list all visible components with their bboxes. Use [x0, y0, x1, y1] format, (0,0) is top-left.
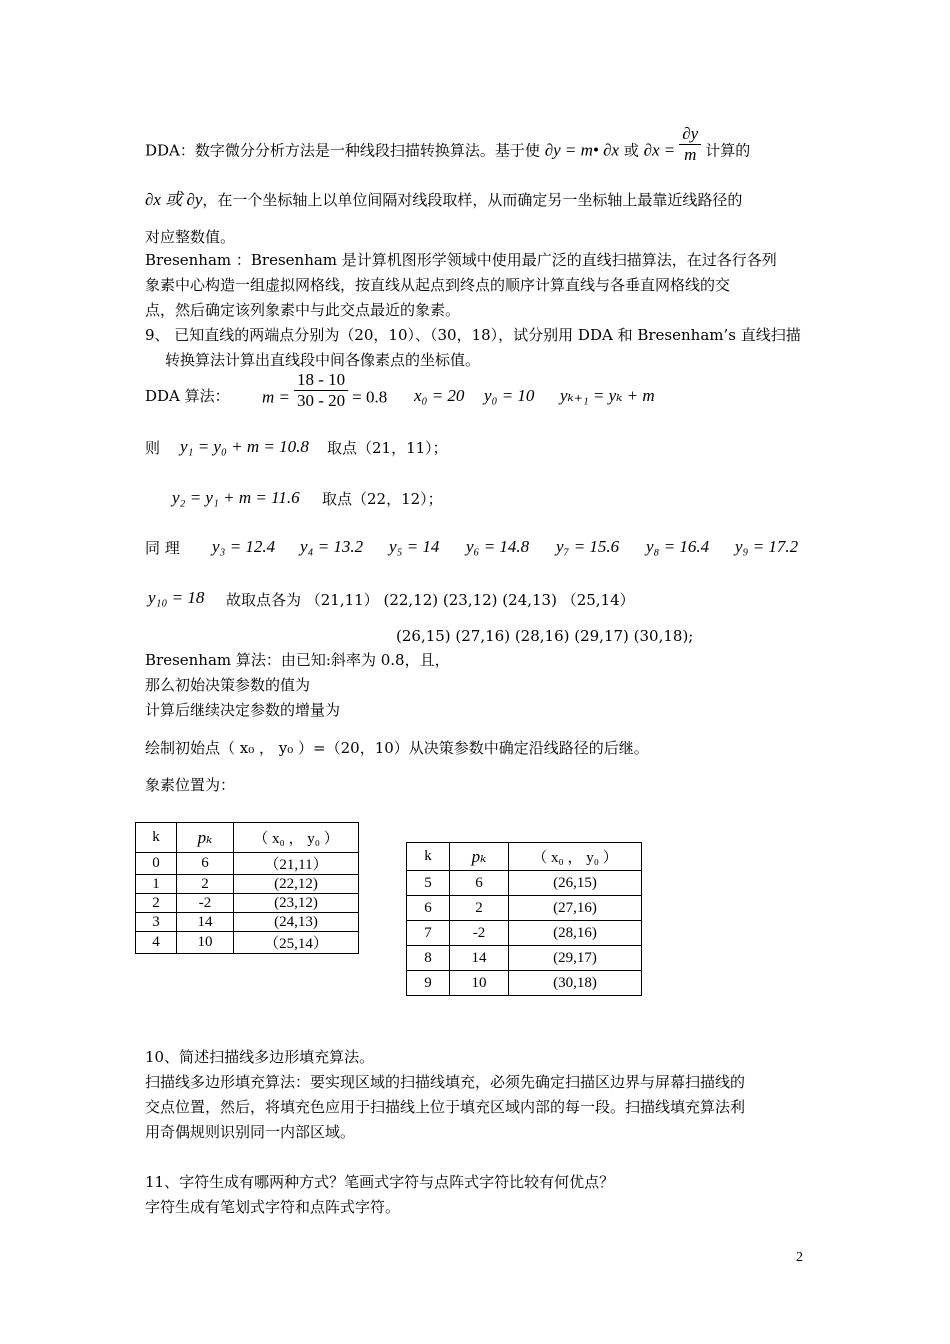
- bres-calc-line3: 计算后继续决定参数的增量为: [145, 701, 341, 719]
- q9-line1: 9、 已知直线的两端点分别为（20，10）、（30，18），试分别用 DDA 和 Bresenham’s 直线扫描: [145, 326, 801, 344]
- table-header-row: k pₖ （ x₀ ， y₀ ）: [136, 823, 359, 853]
- bres-calc-line5: 象素位置为：: [145, 776, 236, 794]
- dda-y6: y₆ = 14.8: [466, 537, 530, 556]
- q11-title: 11、字符生成有哪两种方式？笔画式字符与点阵式字符比较有何优点？: [145, 1173, 615, 1191]
- dda-y3: y₃ = 12.4: [212, 537, 276, 556]
- pixel-table-1: [135, 822, 359, 954]
- dda-calc-label: DDA 算法：: [145, 387, 230, 405]
- dda-y4: y₄ = 13.2: [300, 537, 364, 556]
- dda-points-line2: (26,15) (27,16) (28,16) (29,17) (30,18);: [396, 627, 694, 645]
- dda-y10: y₁₀ = 18: [148, 588, 205, 607]
- dda-definition-line2: ∂x 或 ∂y，在一个坐标轴上以单位间隔对线段取样，从而确定另一坐标轴上最靠近线路径的: [145, 190, 743, 209]
- dda-y2-point: 取点（22，12）；: [322, 490, 443, 508]
- table-row: 8 14 (29,17): [407, 946, 642, 971]
- dda-y2-eq: y₂ = y₁ + m = 11.6: [172, 488, 300, 507]
- bres-calc-line1: Bresenham 算法：由已知:斜率为 0.8，且，: [145, 651, 450, 669]
- dda-recurrence: yₖ₊₁ = yₖ + m: [560, 386, 655, 405]
- bresenham-definition-line1: Bresenham ：Bresenham 是计算机图形学领域中使用最广泛的直线扫描算法，在过各行各列: [145, 251, 777, 269]
- q9-line2: 转换算法计算出直线段中间各像素点的坐标值。: [165, 351, 481, 369]
- q11-line1: 字符生成有笔划式字符和点阵式字符。: [145, 1198, 401, 1216]
- table-row: 0 6 （21,11）: [136, 853, 359, 875]
- dda-eq1: ∂y = m• ∂x: [544, 140, 620, 160]
- dda-y7: y₇ = 15.6: [556, 537, 620, 556]
- dda-slope-formula: m = $\frac{18 - 10}{30 - 20}$ = 0.8: [262, 370, 388, 410]
- table-row: 5 6 (26,15): [407, 871, 642, 896]
- dda-y1-eq: y₁ = y₀ + m = 10.8: [180, 437, 309, 456]
- table-row: 6 2 (27,16): [407, 896, 642, 921]
- q10-title: 10、简述扫描线多边形填充算法。: [145, 1048, 375, 1066]
- q10-line3: 用奇偶规则识别同一内部区域。: [145, 1123, 356, 1141]
- dda-definition: DDA：数字微分分析方法是一种线段扫描转换算法。基于使 ∂y = m• ∂x 或 ∂x = $\frac{\partial y}{m}$ 计算的: [145, 124, 751, 164]
- bresenham-definition-line3: 点，然后确定该列象素中与此交点最近的象素。: [145, 301, 461, 319]
- table-row: 9 10 (30,18): [407, 971, 642, 996]
- dda-y1-point: 取点（21，11）；: [327, 439, 448, 457]
- dda-y9: y₉ = 17.2: [735, 537, 799, 556]
- page-number: 2: [796, 1250, 803, 1265]
- q10-line1: 扫描线多边形填充算法：要实现区域的扫描线填充，必须先确定扫描区边界与屏幕扫描线的: [145, 1073, 746, 1091]
- table-row: 2 -2 (23,12): [136, 894, 359, 913]
- table-header-row: k pₖ （ x₀ ， y₀ ）: [407, 843, 642, 871]
- dda-y8: y₈ = 16.4: [646, 537, 710, 556]
- table-row: 1 2 (22,12): [136, 875, 359, 894]
- dda-same: 同 理: [145, 539, 180, 557]
- dda-definition-line3: 对应整数值。: [145, 228, 236, 246]
- bresenham-definition-line2: 象素中心构造一组虚拟网格线，按直线从起点到终点的顺序计算直线与各垂直网格线的交: [145, 276, 731, 294]
- dda-then: 则: [145, 439, 161, 457]
- bres-calc-line4: 绘制初始点（ x₀ ， y₀ ）=（20，10）从决策参数中确定沿线路径的后继。: [145, 739, 649, 757]
- table-row: 7 -2 (28,16): [407, 921, 642, 946]
- dda-y0: y₀ = 10: [484, 386, 535, 405]
- dda-x0: x₀ = 20: [414, 386, 465, 405]
- dda-y5: y₅ = 14: [389, 537, 440, 556]
- table-row: 3 14 (24,13): [136, 913, 359, 932]
- table-row: 4 10 （25,14）: [136, 932, 359, 954]
- dda-eq2-fraction: $\frac{\partial y}{m}$: [679, 124, 701, 165]
- q10-line2: 交点位置，然后，将填充色应用于扫描线上位于填充区域内部的每一段。扫描线填充算法利: [145, 1098, 746, 1116]
- bres-calc-line2: 那么初始决策参数的值为: [145, 676, 311, 694]
- dda-points-line1: 故取点各为 （21,11） (22,12) (23,12) (24,13) （25,14）: [226, 591, 635, 609]
- pixel-table-2: [406, 842, 642, 996]
